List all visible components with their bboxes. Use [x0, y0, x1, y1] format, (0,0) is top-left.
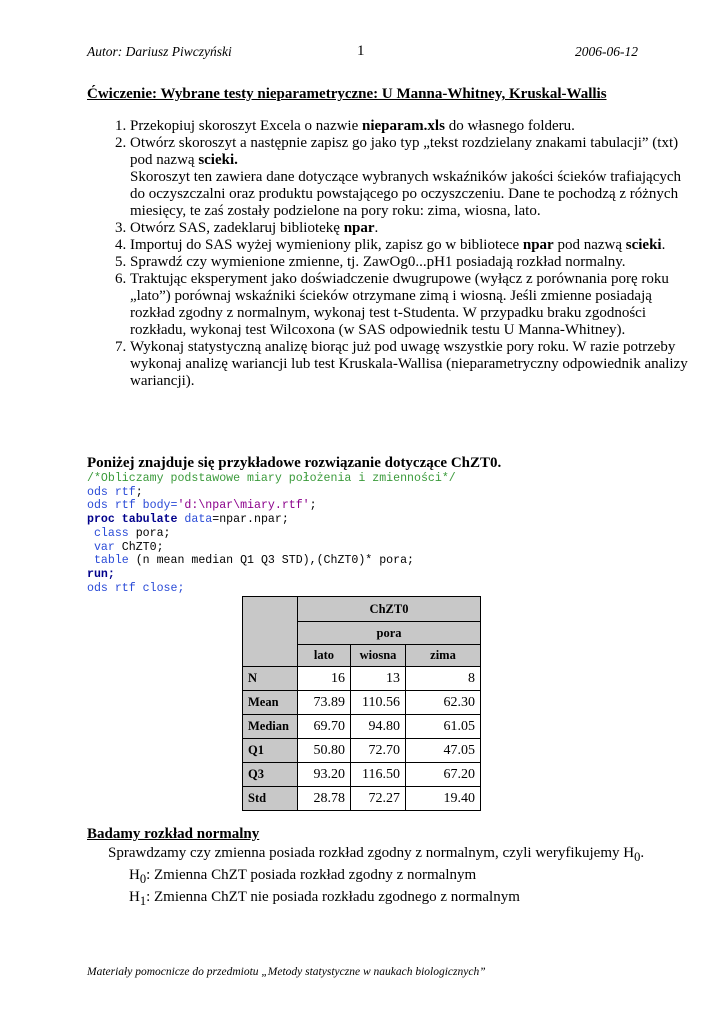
footer: Materiały pomocnicze do przedmiotu „Metody statystyczne w naukach biologicznych” [87, 966, 486, 978]
step-5: 5. Sprawdź czy wymienione zmienne, tj. ZawOg0...pH1 posiadają rozkład normalny. [130, 254, 690, 271]
cell: 94.80 [351, 715, 406, 739]
row-label: Std [243, 787, 298, 811]
table-row [243, 691, 481, 715]
table-row [243, 763, 481, 787]
exercise-title: Ćwiczenie: Wybrane testy nieparametryczne: U Manna-Whitney, Kruskal-Wallis [87, 86, 607, 102]
table-row [243, 739, 481, 763]
cell: 8 [406, 667, 481, 691]
row-label: N [243, 667, 298, 691]
step-2: 2. Otwórz skoroszyt a następnie zapisz go jako typ „tekst rozdzielany znakami tabulacji” (txt) pod nazwą scieki. Skoroszyt ten zawiera dane dotyczące wybranych wskaźników jakości ścieków trafiających do oczyszczalni oraz produktu powstającego po oczyszczeniu. Dane te pochodzą z różnych miesięcy, te zaś zostały podzielone na pory roku: zima, wiosna, lato. [130, 135, 690, 220]
cell: 47.05 [406, 739, 481, 763]
cell: 62.30 [406, 691, 481, 715]
cell: 72.70 [351, 739, 406, 763]
row-label: Mean [243, 691, 298, 715]
cell: 16 [298, 667, 351, 691]
col-header: lato [298, 645, 351, 667]
row-label: Q3 [243, 763, 298, 787]
corner-cell [243, 597, 298, 667]
cell: 116.50 [351, 763, 406, 787]
normality-heading: Badamy rozkład normalny [87, 826, 260, 842]
col-header: zima [406, 645, 481, 667]
step-1: 1. Przekopiuj skoroszyt Excela o nazwie nieparam.xls do własnego folderu. [130, 118, 690, 135]
cell: 69.70 [298, 715, 351, 739]
solution-heading: Poniżej znajduje się przykładowe rozwiązanie dotyczące ChZT0. [87, 455, 502, 471]
hypothesis-h0: $H_0$: Zmienna ChZT posiada rozkład zgodny z normalnym [129, 867, 477, 886]
table-row [243, 667, 481, 691]
row-label: Median [243, 715, 298, 739]
page-number: 1 [357, 43, 365, 59]
cell: 93.20 [298, 763, 351, 787]
table-row [243, 787, 481, 811]
step-4: 4. Importuj do SAS wyżej wymieniony plik, zapisz go w bibliotece npar pod nazwą scieki. [130, 237, 690, 254]
header-date: 2006-06-12 [575, 44, 638, 59]
cell: 110.56 [351, 691, 406, 715]
normality-text [108, 844, 644, 910]
cell: 19.40 [406, 787, 481, 811]
header-author: Autor: Dariusz Piwczyński [87, 44, 232, 59]
table-row [243, 715, 481, 739]
cell: 73.89 [298, 691, 351, 715]
results-table [242, 596, 481, 811]
cell: 28.78 [298, 787, 351, 811]
row-label: Q1 [243, 739, 298, 763]
cell: 13 [351, 667, 406, 691]
step-6: 6. Traktując eksperyment jako doświadczenie dwugrupowe (wyłącz z porównania porę roku „lato”) porównaj wskaźniki ścieków otrzymane zimą i wiosną. Jeśli zmienne posiadają rozkład zgodny z normalnym, wykonaj test t-Studenta. W przypadku braku zgodności rozkładu, wykonaj test Wilcoxona (w SAS odpowiednik testu U Manna-Whitney). [130, 271, 690, 339]
cell: 72.27 [351, 787, 406, 811]
normality-intro: Sprawdzamy czy zmienna posiada rozkład zgodny z normalnym, czyli weryfikujemy $H_0$. [108, 845, 645, 864]
steps-list [87, 118, 690, 390]
hypothesis-h1: $H_1$: Zmienna ChZT nie posiada rozkładu zgodnego z normalnym [129, 889, 520, 908]
col-header: wiosna [351, 645, 406, 667]
step-3: 3. Otwórz SAS, zadeklaruj bibliotekę npar. [130, 220, 690, 237]
variable-header: ChZT0 [298, 597, 481, 622]
cell: 67.20 [406, 763, 481, 787]
sas-code-block: /*Obliczamy podstawowe miary położenia i zmienności*/ ods rtf; ods rtf body='d:\npar\miary.rtf'; proc tabulate data=npar.npar; class pora; var ChZT0; table (n mean median Q1 Q3 STD),(ChZT0)* pora; run; ods rtf close; [87, 472, 456, 595]
group-header: pora [298, 622, 481, 645]
cell: 61.05 [406, 715, 481, 739]
cell: 50.80 [298, 739, 351, 763]
step-7: 7. Wykonaj statystyczną analizę biorąc już pod uwagę wszystkie pory roku. W razie potrzeby wykonaj analizę wariancji lub test Kruskala-Wallisa (nieparametryczny odpowiednik analizy wariancji). [130, 339, 690, 390]
